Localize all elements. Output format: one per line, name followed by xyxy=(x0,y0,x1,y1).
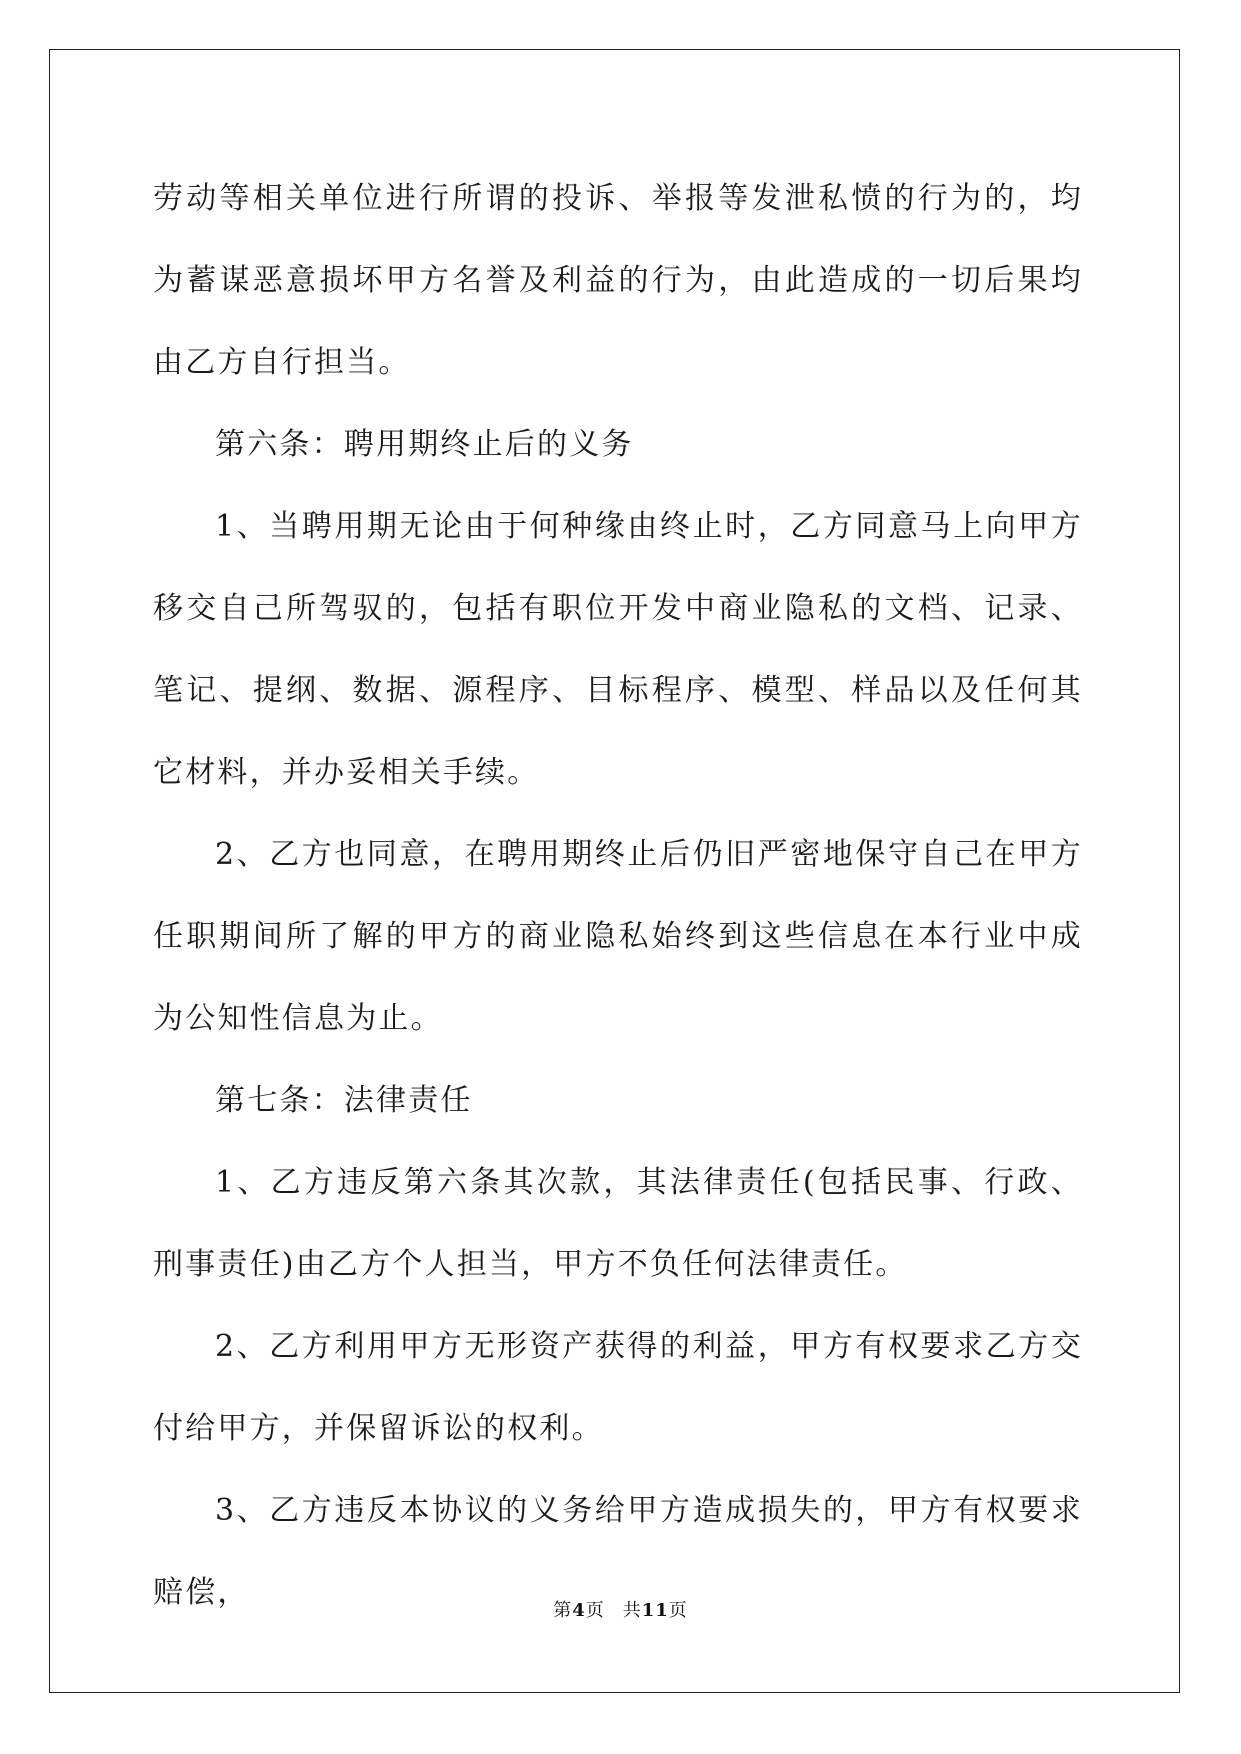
paragraph: 1、乙方违反第六条其次款，其法律责任(包括民事、行政、刑事责任)由乙方个人担当，甲方不负任何法律责任。 xyxy=(153,1165,1083,1282)
document-body xyxy=(153,158,1083,1610)
section-heading: 第六条：聘用期终止后的义务 xyxy=(215,427,634,462)
paragraph: 2、乙方也同意，在聘用期终止后仍旧严密地保守自己在甲方任职期间所了解的甲方的商业隐私始终到这些信息在本行业中成为公知性信息为止。 xyxy=(153,837,1083,1036)
page-suffix: 页 xyxy=(585,1600,605,1621)
page-footer xyxy=(0,1596,1241,1622)
section-heading: 第七条：法律责任 xyxy=(215,1083,473,1118)
total-pages: 11 xyxy=(641,1600,669,1621)
total-suffix: 页 xyxy=(668,1600,688,1621)
paragraph: 3、乙方违反本协议的义务给甲方造成损失的，甲方有权要求赔偿， xyxy=(153,1493,1083,1610)
page-prefix: 第 xyxy=(553,1600,573,1621)
paragraph: 2、乙方利用甲方无形资产获得的利益，甲方有权要求乙方交付给甲方，并保留诉讼的权利。 xyxy=(153,1329,1083,1446)
page-number: 4 xyxy=(572,1600,586,1621)
paragraph: 1、当聘用期无论由于何种缘由终止时，乙方同意马上向甲方移交自己所驾驭的，包括有职位开发中商业隐私的文档、记录、笔记、提纲、数据、源程序、目标程序、模型、样品以及任何其它材料，并办妥相关手续。 xyxy=(153,509,1083,790)
paragraph: 劳动等相关单位进行所谓的投诉、举报等发泄私愤的行为的，均为蓄谋恶意损坏甲方名誉及利益的行为，由此造成的一切后果均由乙方自行担当。 xyxy=(153,181,1083,380)
total-prefix: 共 xyxy=(622,1600,642,1621)
